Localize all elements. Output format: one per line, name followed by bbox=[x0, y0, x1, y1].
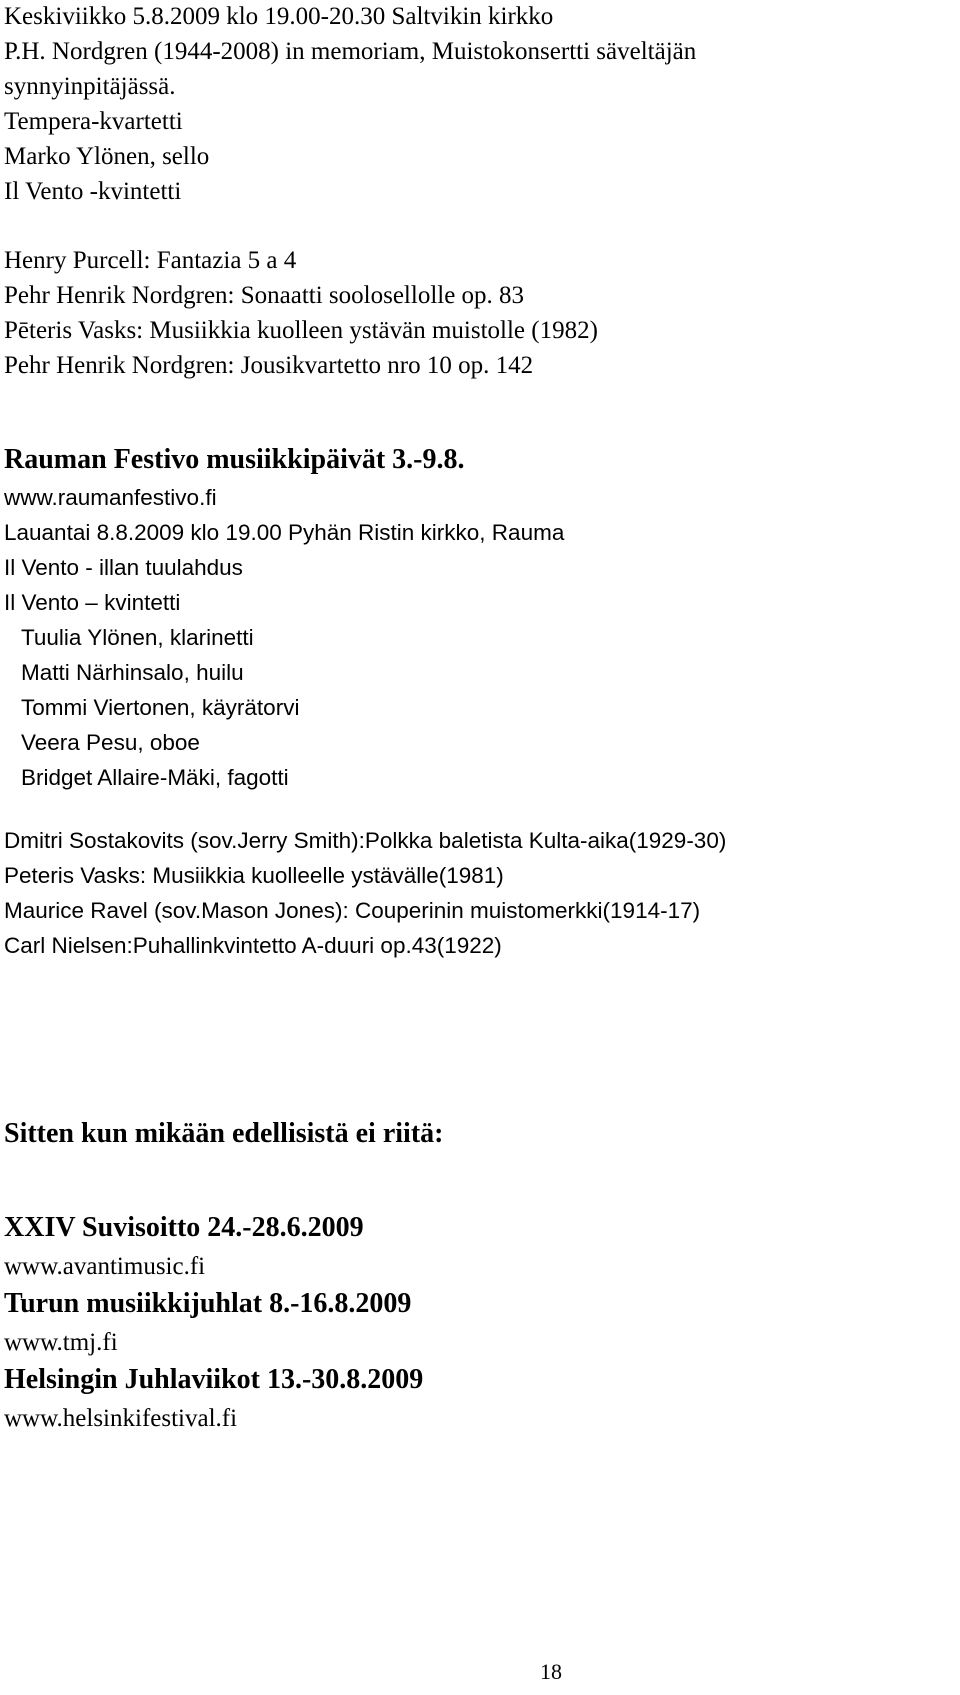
saltvik-title-line-cont: synnyinpitäjässä. bbox=[4, 73, 176, 100]
festival-name: Turun musiikkijuhlat 8.-16.8.2009 bbox=[4, 1288, 412, 1319]
festival-name: XXIV Suvisoitto 24.-28.6.2009 bbox=[4, 1212, 364, 1243]
festival-url: www.avantimusic.fi bbox=[4, 1253, 206, 1280]
saltvik-program-item: Pehr Henrik Nordgren: Jousikvartetto nro 10 op. 142 bbox=[4, 352, 534, 379]
festival-name: Helsingin Juhlaviikot 13.-30.8.2009 bbox=[4, 1364, 424, 1395]
rauma-concert-title: Il Vento - illan tuulahdus bbox=[4, 555, 243, 580]
saltvik-title-line: P.H. Nordgren (1944-2008) in memoriam, Muistokonsertti säveltäjän bbox=[4, 38, 697, 65]
rauma-date: Lauantai 8.8.2009 klo 19.00 Pyhän Ristin kirkko, Rauma bbox=[4, 520, 565, 545]
other-heading: Sitten kun mikään edellisistä ei riitä: bbox=[4, 1118, 444, 1149]
festival-url: www.tmj.fi bbox=[4, 1329, 118, 1356]
rauma-program-item: Maurice Ravel (sov.Mason Jones): Couperinin muistomerkki(1914-17) bbox=[4, 898, 701, 923]
rauma-member: Tuulia Ylönen, klarinetti bbox=[21, 625, 254, 650]
rauma-member: Matti Närhinsalo, huilu bbox=[21, 660, 244, 685]
festival-url: www.helsinkifestival.fi bbox=[4, 1405, 238, 1432]
saltvik-program-item: Pehr Henrik Nordgren: Sonaatti soolosellolle op. 83 bbox=[4, 282, 525, 309]
rauma-url: www.raumanfestivo.fi bbox=[4, 485, 217, 510]
saltvik-performer-3: Il Vento -kvintetti bbox=[4, 178, 182, 205]
rauma-program-item: Peteris Vasks: Musiikkia kuolleelle ystävälle(1981) bbox=[4, 863, 504, 888]
saltvik-performer-2: Marko Ylönen, sello bbox=[4, 143, 210, 170]
page-number: 18 bbox=[540, 1659, 562, 1684]
saltvik-program-item: Henry Purcell: Fantazia 5 a 4 bbox=[4, 247, 297, 274]
rauma-member: Veera Pesu, oboe bbox=[21, 730, 200, 755]
saltvik-date-line: Keskiviikko 5.8.2009 klo 19.00-20.30 Saltvikin kirkko bbox=[4, 3, 554, 30]
saltvik-performer-1: Tempera-kvartetti bbox=[4, 108, 183, 135]
rauma-heading: Rauman Festivo musiikkipäivät 3.-9.8. bbox=[4, 444, 465, 475]
saltvik-program-item: Pēteris Vasks: Musiikkia kuolleen ystävän muistolle (1982) bbox=[4, 317, 598, 344]
rauma-member: Bridget Allaire-Mäki, fagotti bbox=[21, 765, 289, 790]
rauma-ensemble: Il Vento – kvintetti bbox=[4, 590, 181, 615]
rauma-member: Tommi Viertonen, käyrätorvi bbox=[21, 695, 300, 720]
rauma-program-item: Carl Nielsen:Puhallinkvintetto A-duuri op.43(1922) bbox=[4, 933, 502, 958]
rauma-program-item: Dmitri Sostakovits (sov.Jerry Smith):Polkka baletista Kulta-aika(1929-30) bbox=[4, 828, 727, 853]
